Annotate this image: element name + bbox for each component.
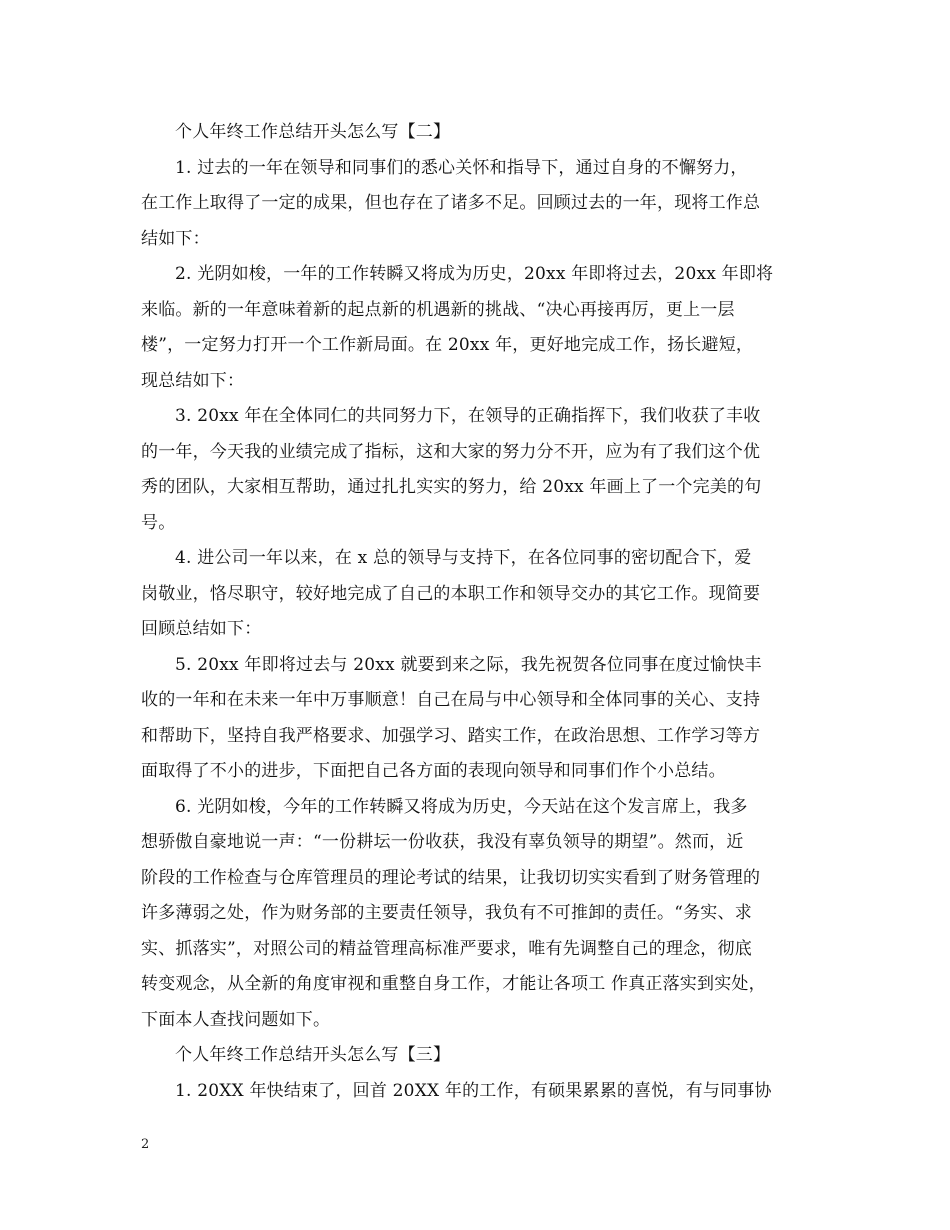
section-heading-2: 个人年终工作总结开头怎么写【二】: [175, 122, 451, 142]
text-line: 6. 光阴如梭，今年的工作转瞬又将成为历史，今天站在这个发言席上，我多: [175, 796, 748, 817]
text-line: 许多薄弱之处，作为财务部的主要责任领导，我负有不可推卸的责任。“务实、求: [141, 903, 752, 923]
text-line: 和帮助下，坚持自我严格要求、加强学习、踏实工作，在政治思想、工作学习等方: [141, 725, 761, 746]
text-line: 1. 20XX 年快结束了，回首 20XX 年的工作，有硕果累累的喜悦，有与同事协: [175, 1080, 772, 1101]
page-number: 2: [141, 1137, 150, 1152]
text-line: 秀的团队，大家相互帮助，通过扎扎实实的努力，给 20xx 年画上了一个完美的句: [141, 477, 762, 497]
text-line: 来临。新的一年意味着新的起点新的机遇新的挑战、“决心再接再厉，更上一层: [141, 299, 735, 320]
text-line: 收的一年和在未来一年中万事顺意！自己在局与中心领导和全体同事的关心、支持: [141, 690, 761, 710]
text-line: 想骄傲自豪地说一声：“一份耕坛一份收获，我没有辜负领导的期望”。然而，近: [141, 832, 744, 852]
text-line: 3. 20xx 年在全体同仁的共同努力下，在领导的正确指挥下，我们收获了丰收: [175, 406, 761, 426]
text-line: 岗敬业，恪尽职守，较好地完成了自己的本职工作和领导交办的其它工作。现简要: [141, 583, 761, 604]
text-line: 5. 20xx 年即将过去与 20xx 就要到来之际，我先祝贺各位同事在度过愉快丰: [175, 654, 762, 675]
text-line: 楼”，一定努力打开一个工作新局面。在 20xx 年，更好地完成工作，扬长避短，: [141, 335, 754, 355]
section-heading-3: 个人年终工作总结开头怎么写【三】: [175, 1045, 451, 1065]
text-line: 号。: [141, 512, 176, 533]
text-line: 面取得了不小的进步，下面把自己各方面的表现向领导和同事们作个小总结。: [141, 761, 726, 781]
text-line: 实、抓落实”，对照公司的精益管理高标准严要求，唯有先调整自己的理念，彻底: [141, 938, 752, 959]
text-line: 回顾总结如下：: [141, 619, 262, 639]
text-line: 的一年，今天我的业绩完成了指标，这和大家的努力分不开，应为有了我们这个优: [141, 441, 761, 462]
text-line: 1. 过去的一年在领导和同事们的悉心关怀和指导下，通过自身的不懈努力，: [175, 157, 748, 178]
text-line: 2. 光阴如梭，一年的工作转瞬又将成为历史，20xx 年即将过去，20xx 年即将: [175, 264, 774, 284]
text-line: 现总结如下：: [141, 370, 245, 391]
text-line: 转变观念，从全新的角度审视和重整自身工作，才能让各项工 作真正落实到实处，: [141, 974, 766, 994]
text-line: 结如下：: [141, 228, 210, 249]
text-line: 阶段的工作检查与仓库管理员的理论考试的结果，让我切切实实看到了财务管理的: [141, 867, 761, 888]
text-line: 下面本人查找问题如下。: [141, 1009, 331, 1030]
text-line: 在工作上取得了一定的成果，但也存在了诸多不足。回顾过去的一年，现将工作总: [141, 193, 761, 213]
text-line: 4. 进公司一年以来，在 x 总的领导与支持下，在各位同事的密切配合下，爱: [175, 548, 752, 568]
text-block: [141, 115, 821, 1109]
document-body: [141, 115, 821, 1109]
